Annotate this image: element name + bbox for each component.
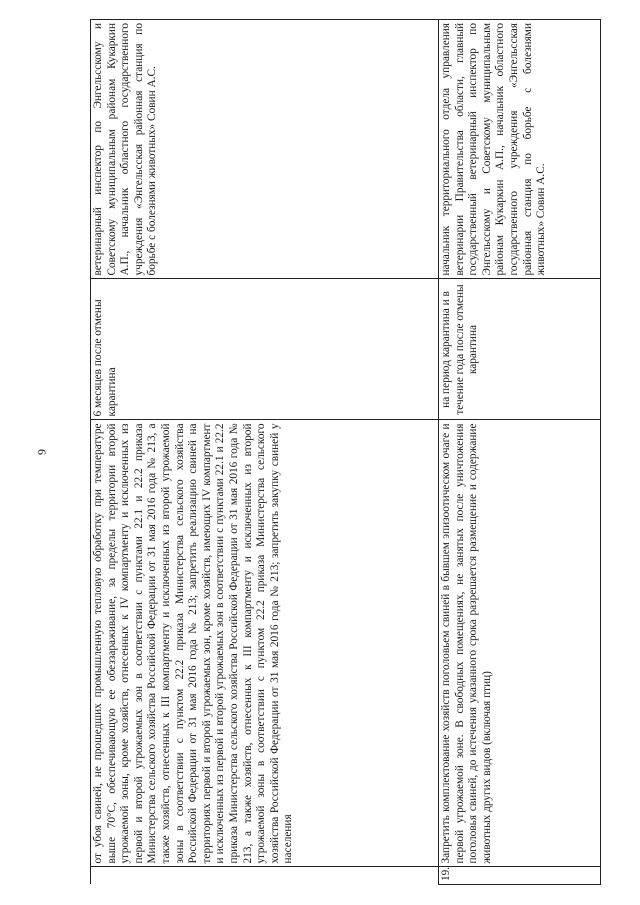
responsible-cell: начальник территориального отдела управления ветеринарии Правительства области, главный государственный ветеринарный инспектор по Энгельсскому и Советскому муниципальным районам Кукаркин А.П., начальник областного государственного учреждения «Энгельсская районная станция по борьбе с болезнями животных» Совин А.С. (439, 20, 601, 280)
row-number-cell: 19. (439, 867, 601, 885)
measure-text-cell: Запретить комплектование хозяйств поголовьем свиней в бывшем эпизоотическом очаге и первой угрожаемой зоне. В свободных помещениях, не занятых после уничтожения поголовья свиней, до истечения указанного срока разрешается размещение и содержание животных других видов (включая птиц) (439, 420, 601, 867)
page-number: 9 (34, 449, 49, 455)
row-number-cell (91, 867, 439, 885)
term-cell: на период карантина и в течение года после отмены карантина (439, 279, 601, 420)
measure-text-cell: от убоя свиней, не прошедших промышленную тепловую обработку при температуре выше 70°С, обеспечивающую ее обеззараживание, за пределы территории второй угрожаемой зоны, кроме хозяйств, отнесенных к IV компартменту и исключенных из первой и второй угрожаемых зон в соответствии с пунктами 22.1 и 22.2 приказа Министерства сельского хозяйства Российской Федерации от 31 мая 2016 года № 213, а также хозяйств, отнесенных к III компартменту и исключенных из второй угрожаемой зоны в соответствии с пунктом 22.2 приказа Министерства сельского хозяйства Российской Федерации от 31 мая 2016 года № 213; запретить реализацию свиней на территориях первой и второй угрожаемых зон, кроме хозяйств, имеющих IV компартмент и исключенных из первой и второй угрожаемых зон в соответствии с пунктами 22.1 и 22.2 приказа Министерства сельского хозяйства Российской Федерации от 31 мая 2016 года № 213, а также хозяйств, отнесенных к III компартменту и исключенных из второй угрожаемой зоны в соответствии с пунктом 22.2 приказа Министерства сельского хозяйства Российской Федерации от 31 мая 2016 года № 213; запретить закупку свиней у населения (91, 420, 439, 867)
table-row (439, 20, 601, 885)
term-cell: 6 месяцев после отмены карантина (91, 279, 439, 420)
responsible-cell: ветеринарный инспектор по Энгельсскому и Советскому муниципальным районам Кукаркин А.П., начальник областного государственного учреждения «Энгельсская районная станция по борьбе с болезнями животных» Совин А.С. (91, 20, 439, 280)
measures-table (90, 19, 601, 885)
table-row (91, 20, 439, 885)
rotated-table-container (90, 19, 623, 885)
